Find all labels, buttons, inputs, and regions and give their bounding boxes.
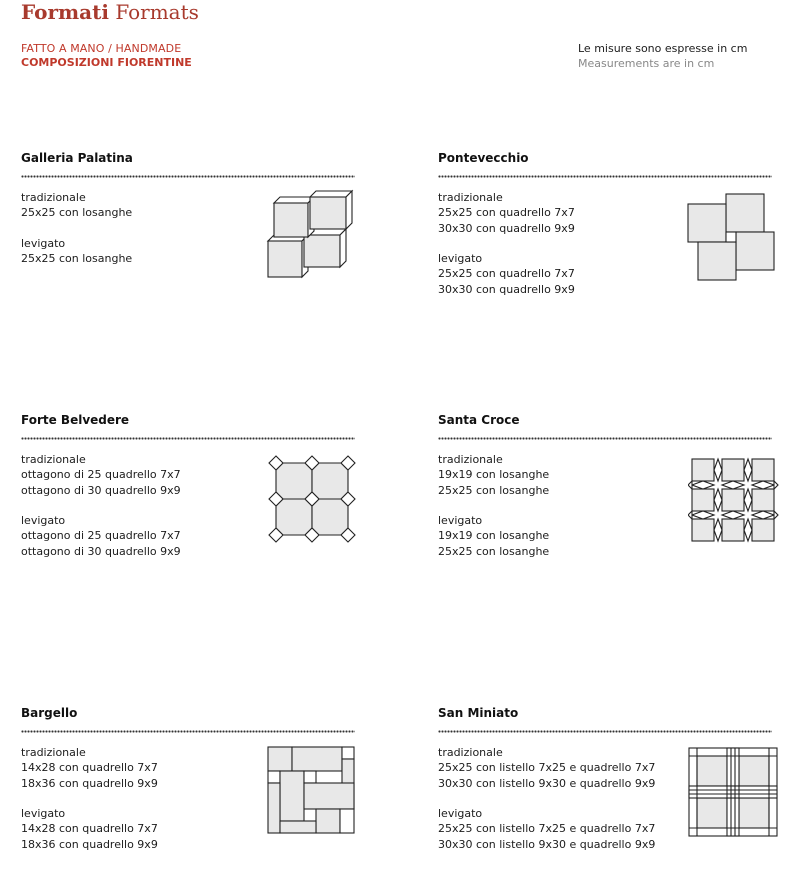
section-title: Santa Croce bbox=[438, 413, 520, 427]
dotted-divider bbox=[21, 175, 355, 178]
finish-group-levigato bbox=[21, 236, 132, 267]
section-title: Forte Belvedere bbox=[21, 413, 130, 427]
section-san-miniato bbox=[438, 705, 772, 851]
format-line: 19x19 con losanghe bbox=[438, 529, 550, 543]
section-forte-belvedere bbox=[21, 412, 355, 558]
finish-label: tradizionale bbox=[438, 453, 503, 466]
format-line: ottagono di 30 quadrello 9x9 bbox=[21, 483, 181, 497]
dotted-divider bbox=[21, 437, 355, 440]
section-title: San Miniato bbox=[438, 706, 519, 720]
section-description bbox=[438, 190, 575, 312]
finish-label: tradizionale bbox=[438, 746, 503, 759]
finish-label: levigato bbox=[21, 807, 66, 821]
format-line: 14x28 con quadrello 7x7 bbox=[21, 761, 158, 775]
category-label: FATTO A MANO / HANDMADE bbox=[21, 42, 182, 55]
collection-label: COMPOSIZIONI FIORENTINE bbox=[21, 56, 192, 69]
finish-label: levigato bbox=[438, 252, 483, 266]
section-pontevecchio bbox=[438, 150, 772, 296]
format-line: 18x36 con quadrello 9x9 bbox=[21, 837, 158, 851]
format-line: ottagono di 25 quadrello 7x7 bbox=[21, 529, 181, 543]
finish-label: tradizionale bbox=[21, 191, 86, 204]
cube-pattern-icon bbox=[265, 189, 357, 281]
finish-label: levigato bbox=[438, 807, 483, 821]
basketweave-pattern-icon bbox=[267, 746, 357, 838]
section-title: Galleria Palatina bbox=[21, 151, 133, 165]
listello-grid-pattern-icon bbox=[688, 747, 780, 839]
grid-losange-pattern-icon bbox=[688, 457, 780, 545]
format-line: 19x19 con losanghe bbox=[438, 468, 550, 482]
finish-group-tradizionale bbox=[438, 452, 549, 498]
section-santa-croce bbox=[438, 412, 772, 558]
section-bargello bbox=[21, 705, 355, 851]
section-description bbox=[438, 452, 549, 574]
format-line: 25x25 con quadrello 7x7 bbox=[438, 267, 575, 281]
title-italian: Formati bbox=[21, 0, 109, 24]
finish-label: tradizionale bbox=[21, 746, 86, 759]
section-description bbox=[438, 745, 655, 867]
format-line: 25x25 con losanghe bbox=[21, 252, 133, 266]
dotted-divider bbox=[438, 175, 772, 178]
format-line: 25x25 con listello 7x25 e quadrello 7x7 bbox=[438, 822, 656, 836]
title-english: Formats bbox=[115, 0, 199, 24]
format-line: 30x30 con listello 9x30 e quadrello 9x9 bbox=[438, 837, 656, 851]
format-line: 30x30 con quadrello 9x9 bbox=[438, 282, 575, 296]
octagon-pattern-icon bbox=[266, 453, 358, 545]
finish-group-levigato bbox=[21, 513, 181, 559]
format-line: ottagono di 30 quadrello 9x9 bbox=[21, 544, 181, 558]
dotted-divider bbox=[438, 730, 772, 733]
finish-group-tradizionale bbox=[21, 745, 158, 791]
measure-note-en: Measurements are in cm bbox=[578, 57, 715, 70]
finish-group-levigato bbox=[438, 806, 655, 852]
finish-group-levigato bbox=[438, 251, 575, 297]
finish-label: levigato bbox=[21, 236, 66, 250]
format-line: 25x25 con quadrello 7x7 bbox=[438, 206, 575, 220]
format-line: 25x25 con losanghe bbox=[438, 544, 550, 558]
dotted-divider bbox=[438, 437, 772, 440]
format-line: 30x30 con quadrello 9x9 bbox=[438, 221, 575, 235]
finish-label: tradizionale bbox=[21, 453, 86, 466]
section-description bbox=[21, 452, 181, 574]
finish-group-levigato bbox=[438, 513, 549, 559]
measure-note-it: Le misure sono espresse in cm bbox=[578, 42, 748, 55]
section-title: Bargello bbox=[21, 706, 78, 720]
finish-group-tradizionale bbox=[438, 745, 655, 791]
section-title: Pontevecchio bbox=[438, 151, 529, 165]
format-line: 25x25 con losanghe bbox=[438, 483, 550, 497]
format-line: ottagono di 25 quadrello 7x7 bbox=[21, 468, 181, 482]
format-line: 14x28 con quadrello 7x7 bbox=[21, 822, 158, 836]
format-line: 18x36 con quadrello 9x9 bbox=[21, 776, 158, 790]
section-description bbox=[21, 745, 158, 867]
finish-label: levigato bbox=[21, 514, 66, 528]
format-line: 30x30 con listello 9x30 e quadrello 9x9 bbox=[438, 776, 656, 790]
section-description bbox=[21, 190, 132, 282]
finish-label: tradizionale bbox=[438, 191, 503, 204]
finish-group-tradizionale bbox=[438, 190, 575, 236]
pinwheel-pattern-icon bbox=[686, 192, 776, 282]
finish-group-tradizionale bbox=[21, 452, 181, 498]
finish-label: levigato bbox=[438, 514, 483, 528]
format-line: 25x25 con listello 7x25 e quadrello 7x7 bbox=[438, 761, 656, 775]
section-galleria-palatina bbox=[21, 150, 355, 266]
finish-group-tradizionale bbox=[21, 190, 132, 221]
finish-group-levigato bbox=[21, 806, 158, 852]
format-line: 25x25 con losanghe bbox=[21, 206, 133, 220]
dotted-divider bbox=[21, 730, 355, 733]
page-title bbox=[21, 0, 199, 25]
